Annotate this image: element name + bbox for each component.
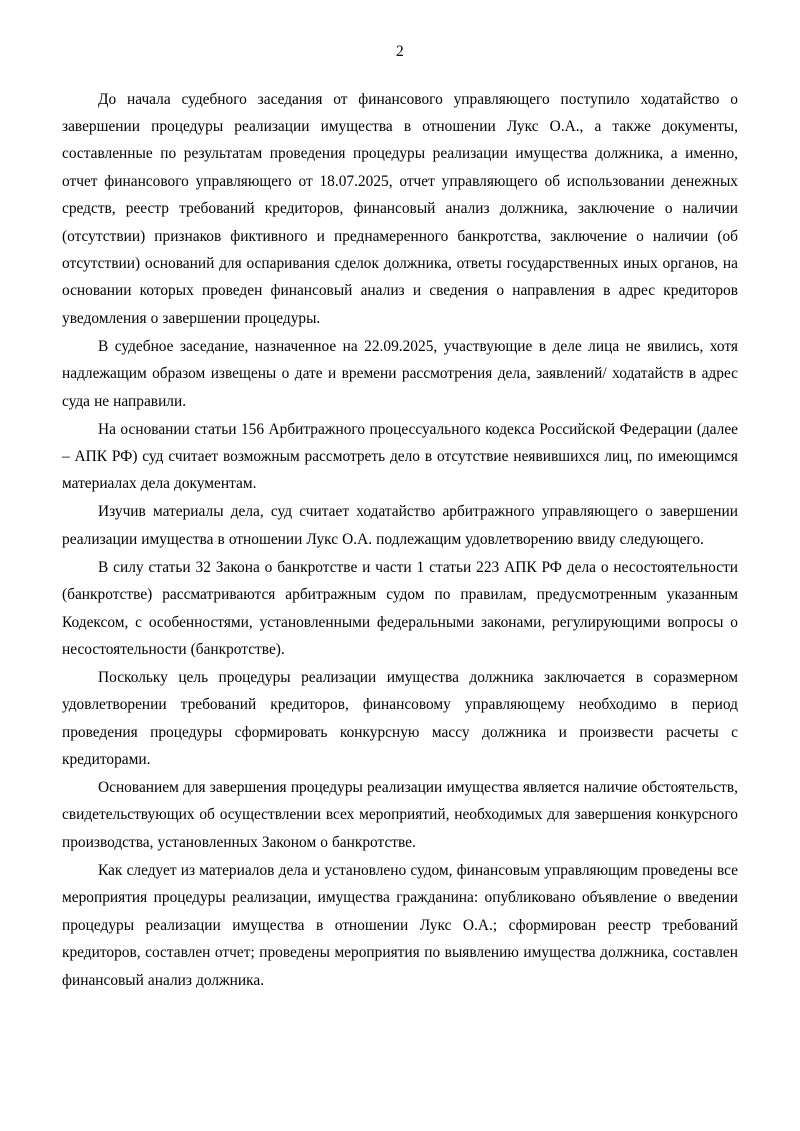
paragraph: До начала судебного заседания от финансового управляющего поступило ходатайство о завершении процедуры реализации имущества в отношении Лукс О.А., а также документы, составленные по результатам проведения процедуры реализации имущества должника, а именно, отчет финансового управляющего от 18.07.2025, отчет управляющего об использовании денежных средств, реестр требований кредиторов, финансовый анализ должника, заключение о наличии (отсутствии) признаков фиктивного и преднамеренного банкротства, заключение о наличии (об отсутствии) оснований для оспаривания сделок должника, ответы государственных иных органов, на основании которых проведен финансовый анализ и сведения о направления в адрес кредиторов уведомления о завершении процедуры.	[62, 90, 738, 327]
paragraph: Как следует из материалов дела и установлено судом, финансовым управляющим проведены все мероприятия процедуры реализации, имущества гражданина: опубликовано объявление о введении процедуры реализации имущества в отношении Лукс О.А.; сформирован реестр требований кредиторов, составлен отчет; проведены мероприятия по выявлению имущества должника, составлен финансовый анализ должника.	[62, 861, 738, 989]
paragraph: В силу статьи 32 Закона о банкротстве и части 1 статьи 223 АПК РФ дела о несостоятельности (банкротстве) рассматриваются арбитражным судом по правилам, предусмотренным указанным Кодексом, с особенностями, установленными федеральными законами, регулирующими вопросы о несостоятельности (банкротстве).	[62, 558, 738, 658]
page-number: 2	[396, 43, 404, 60]
paragraph: На основании статьи 156 Арбитражного процессуального кодекса Российской Федерации (далее – АПК РФ) суд считает возможным рассмотреть дело в отсутствие неявившихся лиц, по имеющимся материалах дела документам.	[62, 420, 738, 493]
paragraph: Поскольку цель процедуры реализации имущества должника заключается в соразмерном удовлетворении требований кредиторов, финансовому управляющему необходимо в период проведения процедуры сформировать конкурсную массу должника и произвести расчеты с кредиторами.	[62, 668, 738, 769]
paragraph: Изучив материалы дела, суд считает ходатайство арбитражного управляющего о завершении реализации имущества в отношении Лукс О.А. подлежащим удовлетворению ввиду следующего.	[62, 503, 738, 548]
paragraph: В судебное заседание, назначенное на 22.09.2025, участвующие в деле лица не явились, хотя надлежащим образом извещены о дате и времени рассмотрения дела, заявлений/ ходатайств в адрес суда не направили.	[62, 337, 738, 410]
paragraph: Основанием для завершения процедуры реализации имущества является наличие обстоятельств, свидетельствующих об осуществлении всех мероприятий, необходимых для завершения конкурсного производства, установленных Законом о банкротстве.	[62, 779, 738, 851]
document-body	[62, 86, 738, 994]
